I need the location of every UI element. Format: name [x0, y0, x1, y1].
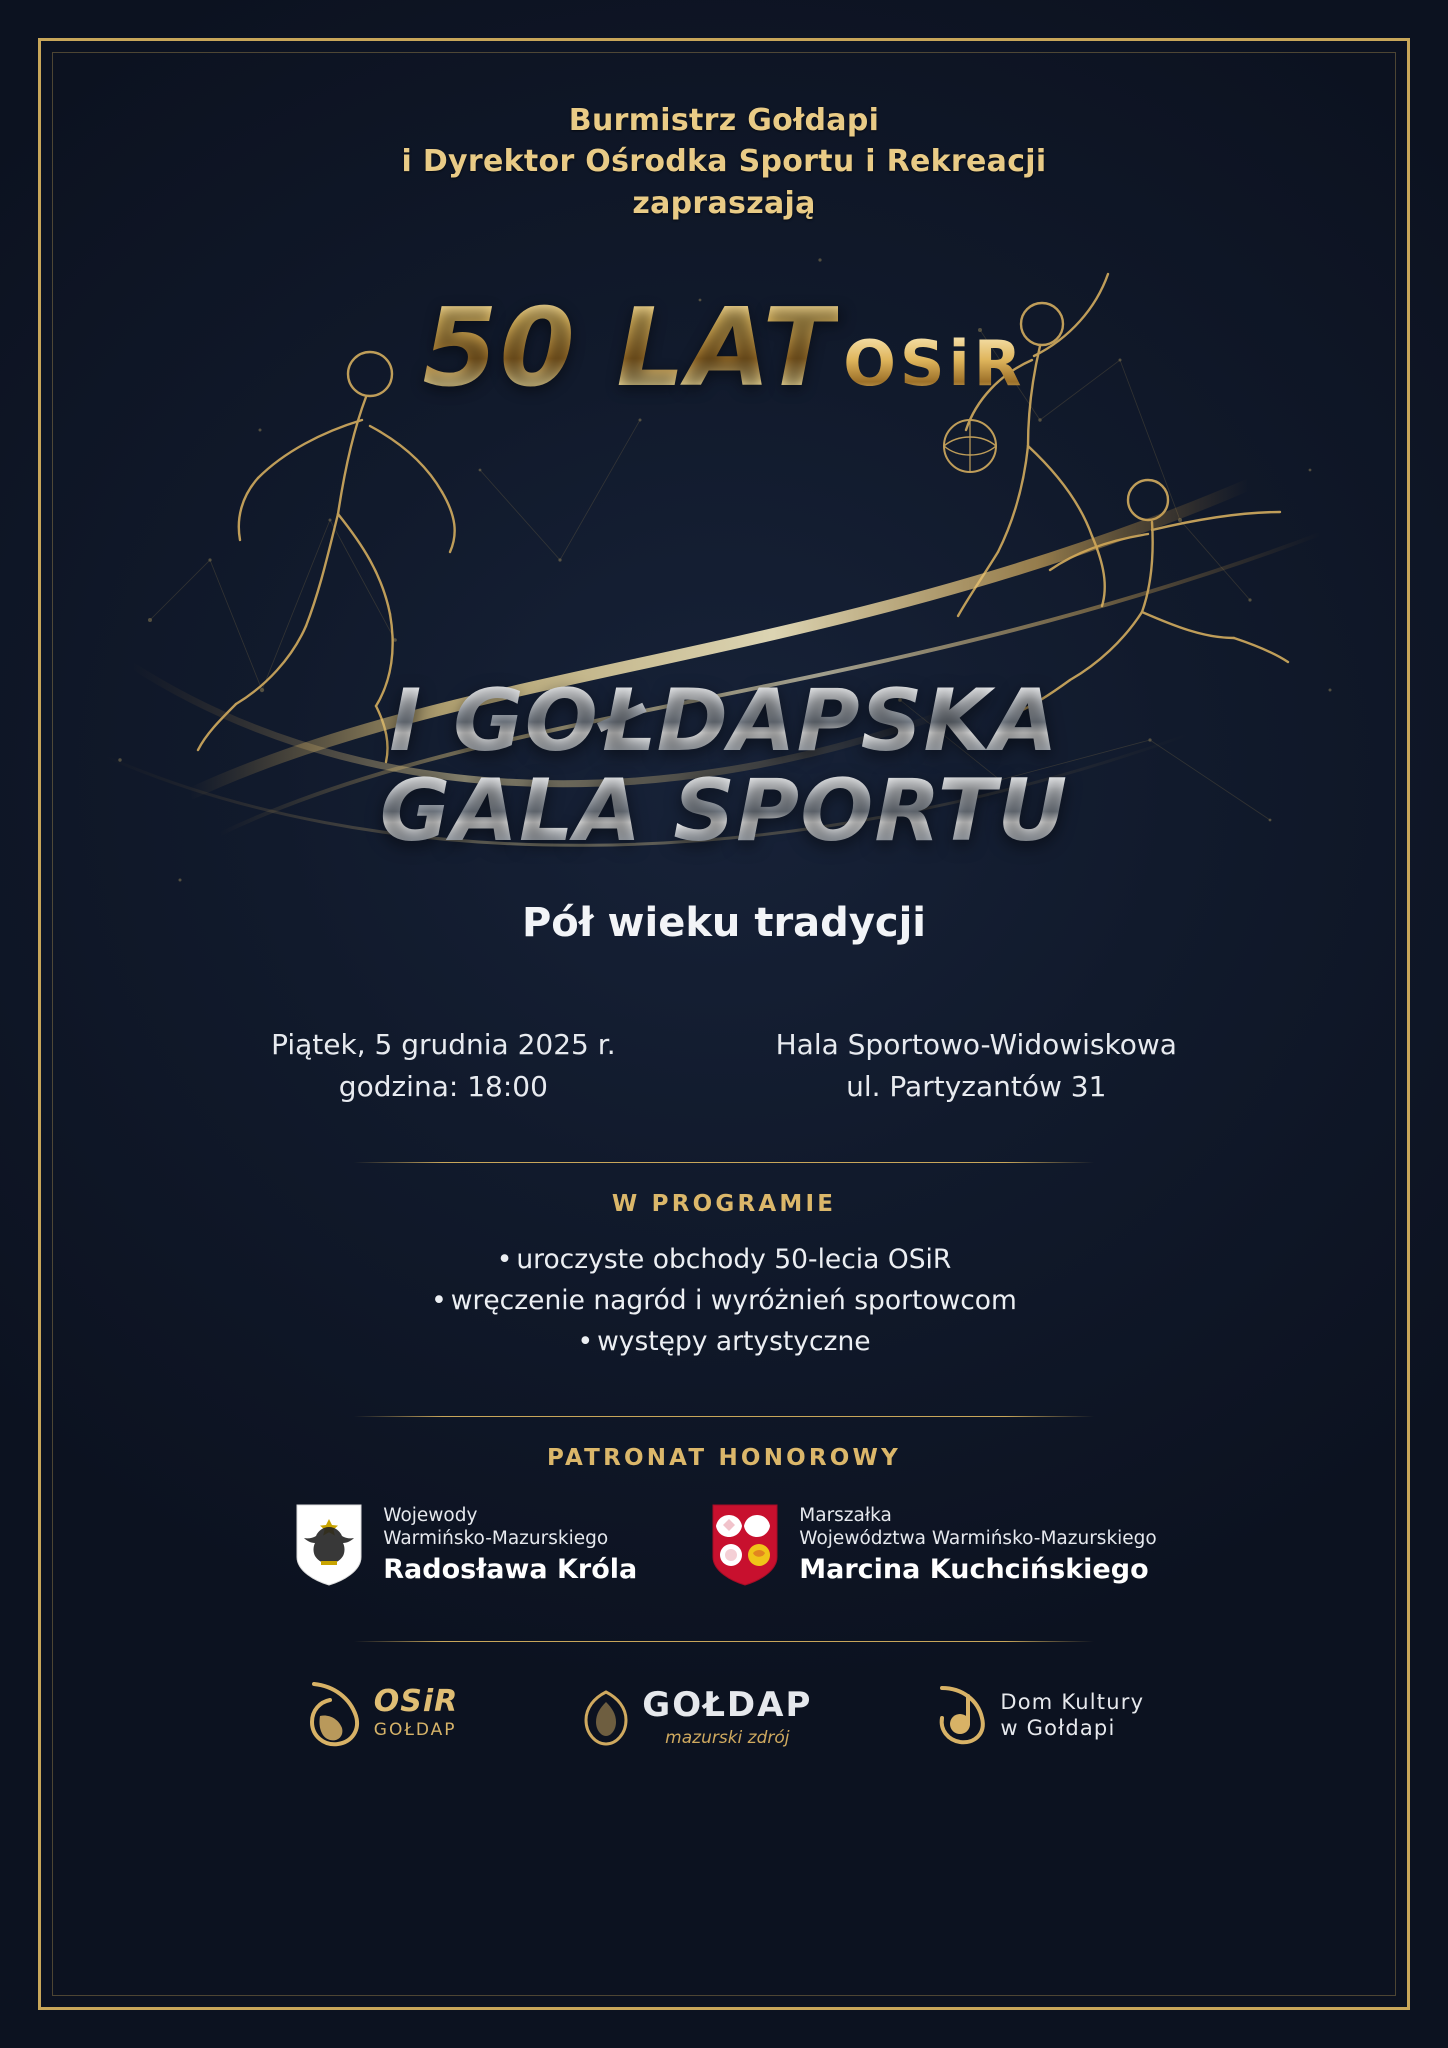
- goldap-emblem-icon: [578, 1686, 634, 1750]
- anniversary-years: 50 LAT: [422, 286, 839, 412]
- patron-role-line-2: Warmińsko-Mazurskiego: [383, 1528, 609, 1550]
- program-list: [431, 1239, 1017, 1362]
- osir-logo-line-2: GOŁDAP: [373, 1719, 457, 1740]
- osir-wing-icon: [304, 1676, 366, 1750]
- patron-role-line-1: Wojewody: [383, 1504, 478, 1526]
- patron-item: [291, 1501, 637, 1587]
- poster-content: [70, 62, 1378, 1986]
- patron-name: Marcina Kuchcińskiego: [799, 1554, 1149, 1586]
- dom-kultury-note-icon: [932, 1680, 992, 1750]
- athlete-illustrations: [70, 234, 1378, 874]
- divider-logos-top: [354, 1641, 1094, 1642]
- event-datetime: [271, 1024, 616, 1108]
- warmian-masurian-voivodeship-crest-icon: [707, 1501, 783, 1587]
- event-title-line-1: I GOŁDAPSKA: [70, 677, 1378, 766]
- program-label: W PROGRAMIE: [611, 1191, 837, 1218]
- divider-program-top: [354, 1162, 1094, 1163]
- patron-text: [799, 1504, 1156, 1585]
- event-time: godzina: 18:00: [338, 1070, 548, 1104]
- patron-role-line-1: Marszałka: [799, 1504, 892, 1526]
- program-item: • wręczenie nagród i wyróżnień sportowcom: [431, 1280, 1017, 1321]
- osir-goldap-logo: [304, 1676, 459, 1750]
- event-title-line-2: GALA SPORTU: [70, 767, 1378, 856]
- patron-name: Radosława Króla: [383, 1554, 638, 1586]
- patronage-list: [291, 1501, 1157, 1587]
- patron-role-line-2: Województwa Warmińsko-Mazurskiego: [799, 1528, 1157, 1550]
- header-line-1: Burmistrz Gołdapi: [568, 103, 880, 138]
- goldap-logo-line-1: GOŁDAP: [642, 1685, 813, 1726]
- event-details: [70, 1024, 1378, 1108]
- dom-kultury-logo: [932, 1680, 1144, 1750]
- event-location: [776, 1024, 1177, 1108]
- program-item: • występy artystyczne: [431, 1321, 1017, 1362]
- program-item: • uroczyste obchody 50-lecia OSiR: [431, 1239, 1017, 1280]
- anniversary-org: OSiR: [843, 327, 1026, 401]
- invitation-header: [402, 100, 1047, 224]
- event-subtitle: Pół wieku tradycji: [521, 900, 927, 947]
- event-venue: Hala Sportowo-Widowiskowa: [775, 1028, 1177, 1062]
- polish-eagle-crest-icon: [291, 1501, 367, 1587]
- dom-kultury-logo-line-2: w Gołdapi: [1000, 1716, 1116, 1741]
- patron-text: [383, 1504, 637, 1585]
- header-line-3: zapraszają: [632, 185, 816, 221]
- dom-kultury-logo-line-1: Dom Kultury: [1000, 1690, 1145, 1715]
- osir-logo-line-1: OSiR: [373, 1683, 459, 1719]
- hero-artwork: [70, 234, 1378, 874]
- event-date: Piątek, 5 grudnia 2025 r.: [271, 1028, 616, 1062]
- goldap-logo: [578, 1686, 812, 1750]
- header-line-2: i Dyrektor Ośrodka Sportu i Rekreacji: [401, 144, 1047, 180]
- runner-figure: [198, 352, 455, 762]
- event-address: ul. Partyzantów 31: [846, 1070, 1107, 1104]
- jumper-figure: [1018, 480, 1288, 712]
- footer-logos: [70, 1676, 1378, 1750]
- patron-item: [707, 1501, 1156, 1587]
- goldap-logo-line-2: mazurski zdrój: [665, 1728, 790, 1749]
- divider-patronage-top: [354, 1416, 1094, 1417]
- patronage-label: PATRONAT HONOROWY: [547, 1445, 901, 1472]
